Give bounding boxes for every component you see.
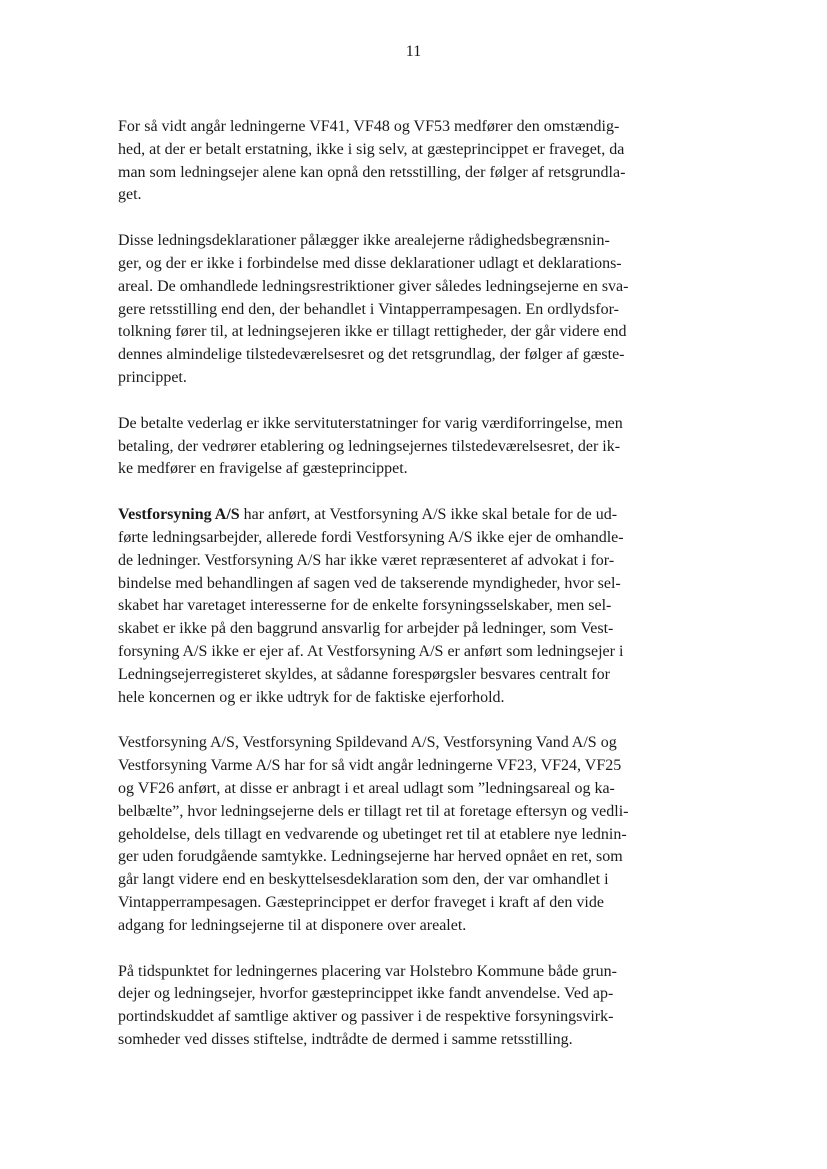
- text-line: de ledninger. Vestforsyning A/S har ikke været repræsenteret af advokat i for-: [118, 551, 615, 569]
- text-line: ger uden forudgående samtykke. Ledningsejerne har herved opnået en ret, som: [118, 848, 623, 866]
- bold-party-name: Vestforsyning A/S: [118, 506, 240, 524]
- text-line: For så vidt angår ledningerne VF41, VF48 og VF53 medfører den omstændig-: [118, 118, 620, 135]
- text-line: bindelse med behandlingen af sagen ved de takserende myndigheder, hvor sel-: [118, 574, 621, 592]
- text-line: geholdelse, dels tillagt en vedvarende og ubetinget ret til at etablere nye lednin-: [118, 825, 627, 843]
- paragraph-2: [118, 230, 710, 390]
- text-line: skabet er ikke på den baggrund ansvarlig for arbejder på ledninger, som Vest-: [118, 620, 614, 638]
- text-line: hele koncernen og er ikke udtryk for de faktiske ejerforhold.: [118, 688, 505, 706]
- document-body: [118, 116, 710, 1075]
- paragraph-5: [118, 732, 710, 937]
- text-line: Vintapperrampesagen. Gæsteprincippet er derfor fraveget i kraft af den vide: [118, 893, 604, 911]
- text-line: somheder ved disses stiftelse, indtrådte de dermed i samme retsstilling.: [118, 1030, 573, 1048]
- text-line: tolkning fører til, at ledningsejeren ikke er tillagt rettigheder, der går videre end: [118, 323, 627, 341]
- text-line: areal. De omhandlede ledningsrestriktioner giver således ledningsejerne en sva-: [118, 277, 629, 295]
- text-line: Vestforsyning Varme A/S har for så vidt angår ledningerne VF23, VF24, VF25: [118, 757, 622, 775]
- text-line: ger, og der er ikke i forbindelse med disse deklarationer udlagt et deklarations-: [118, 254, 622, 272]
- text-line-with-lead: [118, 504, 710, 527]
- paragraph-4: [118, 504, 710, 709]
- text-line: går langt videre end en beskyttelsesdeklaration som den, der var omhandlet i: [118, 871, 609, 889]
- text-line: Disse ledningsdeklarationer pålægger ikke arealejerne rådighedsbegrænsnin-: [118, 232, 610, 250]
- text-line: På tidspunktet for ledningernes placering var Holstebro Kommune både grun-: [118, 962, 617, 980]
- text-line: ke medfører en fravigelse af gæsteprincippet.: [118, 460, 408, 478]
- text-line: princippet.: [118, 368, 187, 386]
- text-line: skabet har varetaget interesserne for de enkelte forsyningsselskaber, men sel-: [118, 597, 612, 615]
- text-line: adgang for ledningsejerne til at disponere over arealet.: [118, 916, 467, 934]
- text-line: gere retsstilling end den, der behandlet i Vintapperrampesagen. En ordlydsfor-: [118, 300, 619, 318]
- text-line: hed, at der er betalt erstatning, ikke i sig selv, at gæsteprincippet er fraveget, da: [118, 140, 625, 158]
- text-line: De betalte vederlag er ikke servituterstatninger for varig værdiforringelse, men: [118, 414, 623, 432]
- paragraph-1: [118, 116, 710, 207]
- text-line: belbælte”, hvor ledningsejerne dels er tillagt ret til at foretage eftersyn og vedli-: [118, 802, 629, 820]
- text-line: dejer og ledningsejer, hvorfor gæsteprincippet ikke fandt anvendelse. Ved ap-: [118, 985, 614, 1003]
- text-line: portindskuddet af samtlige aktiver og passiver i de respektive forsyningsvirk-: [118, 1008, 614, 1026]
- text-line: forsyning A/S ikke er ejer af. At Vestforsyning A/S er anført som ledningsejer i: [118, 642, 624, 660]
- text-line: Ledningsejerregisteret skyldes, at sådanne forespørgsler besvares centralt for: [118, 665, 610, 683]
- page-number: 11: [405, 43, 422, 60]
- text-line: og VF26 anført, at disse er anbragt i et areal udlagt som ”ledningsareal og ka-: [118, 779, 615, 797]
- paragraph-6: [118, 961, 710, 1052]
- text-line: get.: [118, 186, 142, 204]
- text-line: betaling, der vedrører etablering og ledningsejernes tilstedeværelsesret, der ik-: [118, 437, 621, 455]
- text-line: Vestforsyning A/S, Vestforsyning Spildevand A/S, Vestforsyning Vand A/S og: [118, 734, 617, 752]
- paragraph-3: [118, 413, 710, 481]
- text-line: førte ledningsarbejder, allerede fordi Vestforsyning A/S ikke ejer de omhandle-: [118, 528, 624, 546]
- text-line: man som ledningsejer alene kan opnå den retsstilling, der følger af retsgrundla-: [118, 163, 626, 181]
- text-line-rest: har anført, at Vestforsyning A/S ikke skal betale for de ud-: [239, 506, 618, 524]
- text-line: dennes almindelige tilstedeværelsesret og det retsgrundlag, der følger af gæste-: [118, 346, 625, 364]
